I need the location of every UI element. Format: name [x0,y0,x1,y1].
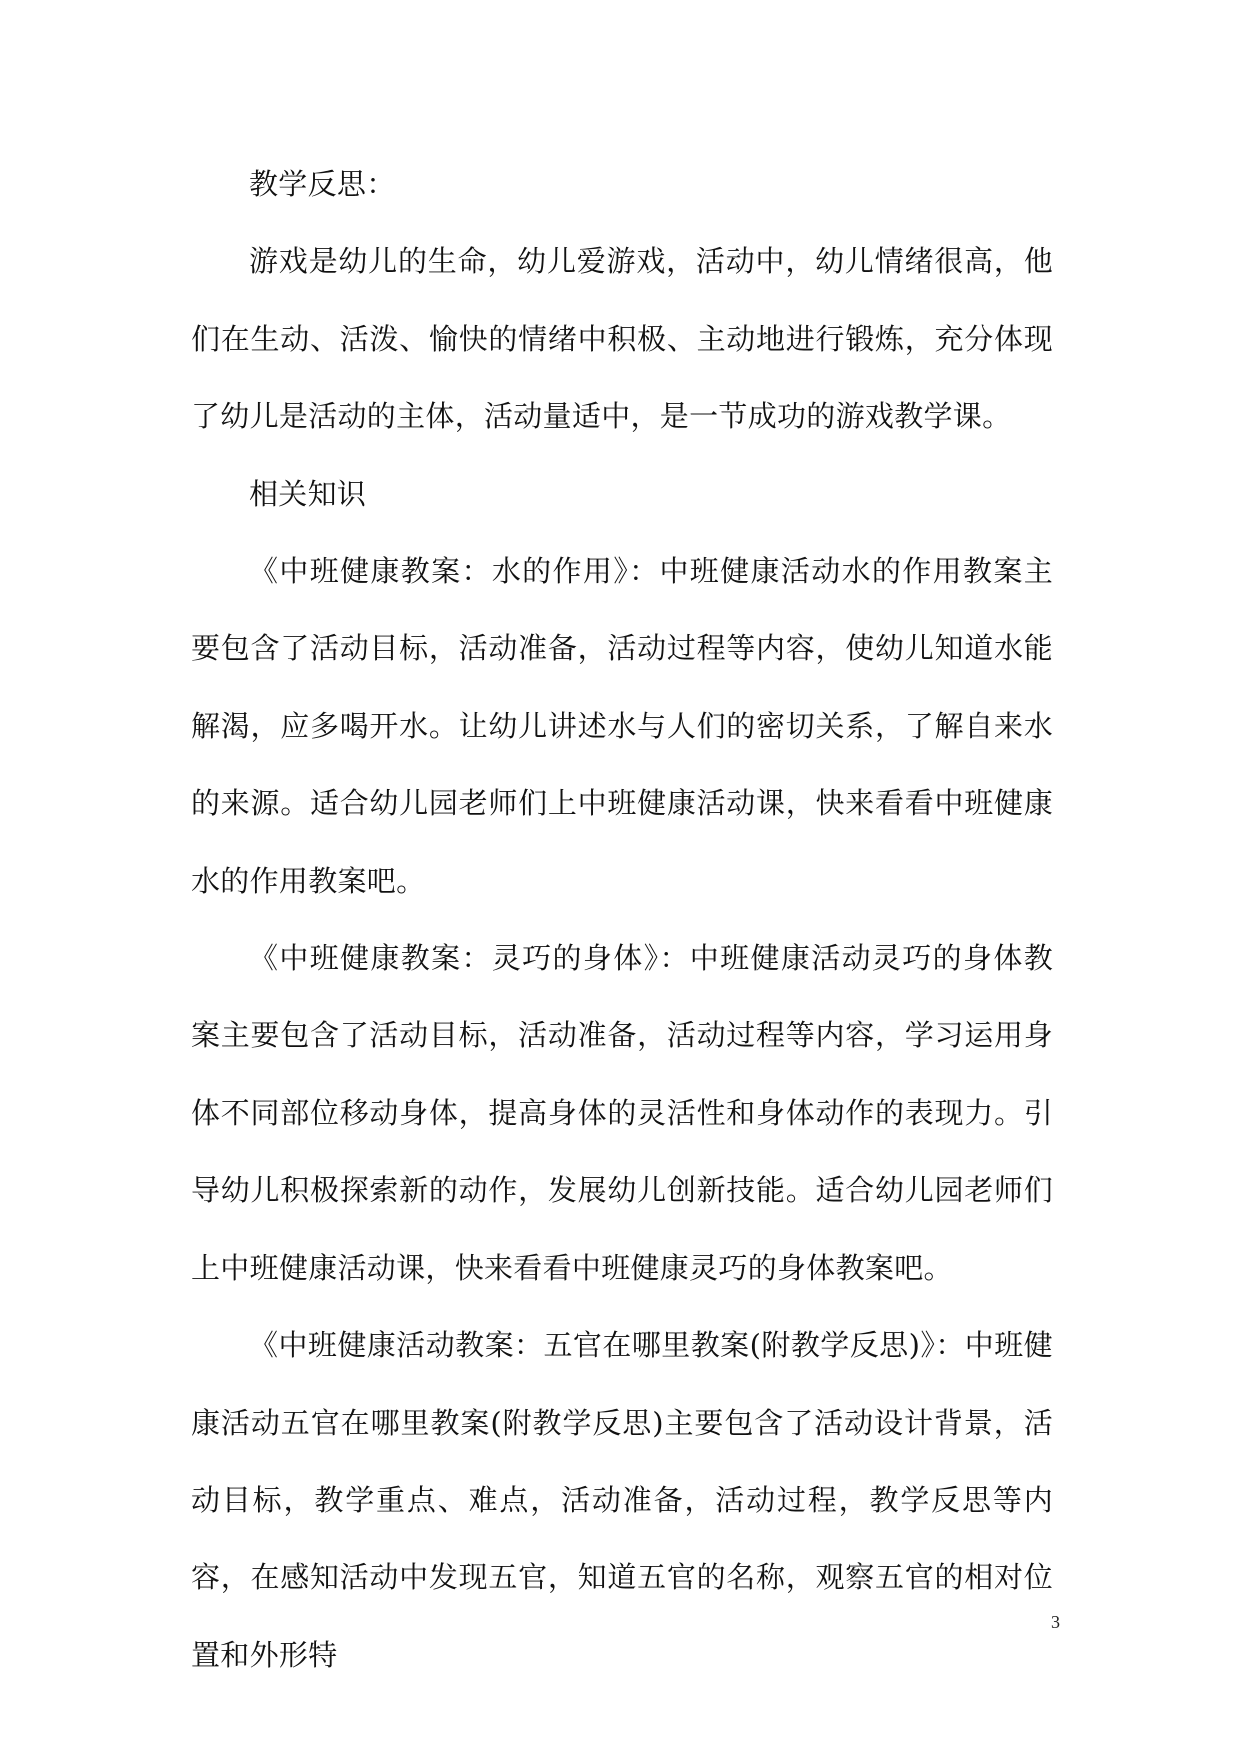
page-number: 3 [1051,1612,1060,1632]
heading-related-knowledge: 相关知识 [249,476,367,511]
heading-teaching-reflection: 教学反思： [249,167,396,201]
paragraph-reflection-body: 游戏是幼儿的生命，幼儿爱游戏，活动中，幼儿情绪很高，他们在生动、活泼、愉快的情绪中积极、主动地进行锻炼，充分体现了幼儿是活动的主体，活动量适中，是一节成功的游戏教学课。 [191,244,1053,434]
document-body [191,146,1053,1694]
paragraph-water-lesson: 《中班健康教案：水的作用》：中班健康活动水的作用教案主要包含了活动目标，活动准备，活动过程等内容，使幼儿知道水能解渴，应多喝开水。让幼儿讲述水与人们的密切关系，了解自来水的来源。适合幼儿园老师们上中班健康活动课，快来看看中班健康水的作用教案吧。 [191,554,1053,898]
paragraph-agile-body-lesson: 《中班健康教案：灵巧的身体》：中班健康活动灵巧的身体教案主要包含了活动目标，活动准备，活动过程等内容，学习运用身体不同部位移动身体，提高身体的灵活性和身体动作的表现力。引导幼儿积极探索新的动作，发展幼儿创新技能。适合幼儿园老师们上中班健康活动课，快来看看中班健康灵巧的身体教案吧。 [191,941,1053,1285]
paragraph-five-senses-lesson: 《中班健康活动教案：五官在哪里教案(附教学反思)》：中班健康活动五官在哪里教案(附教学反思)主要包含了活动设计背景，活动目标，教学重点、难点，活动准备，活动过程，教学反思等内容，在感知活动中发现五官，知道五官的名称，观察五官的相对位置和外形特 [191,1328,1053,1672]
